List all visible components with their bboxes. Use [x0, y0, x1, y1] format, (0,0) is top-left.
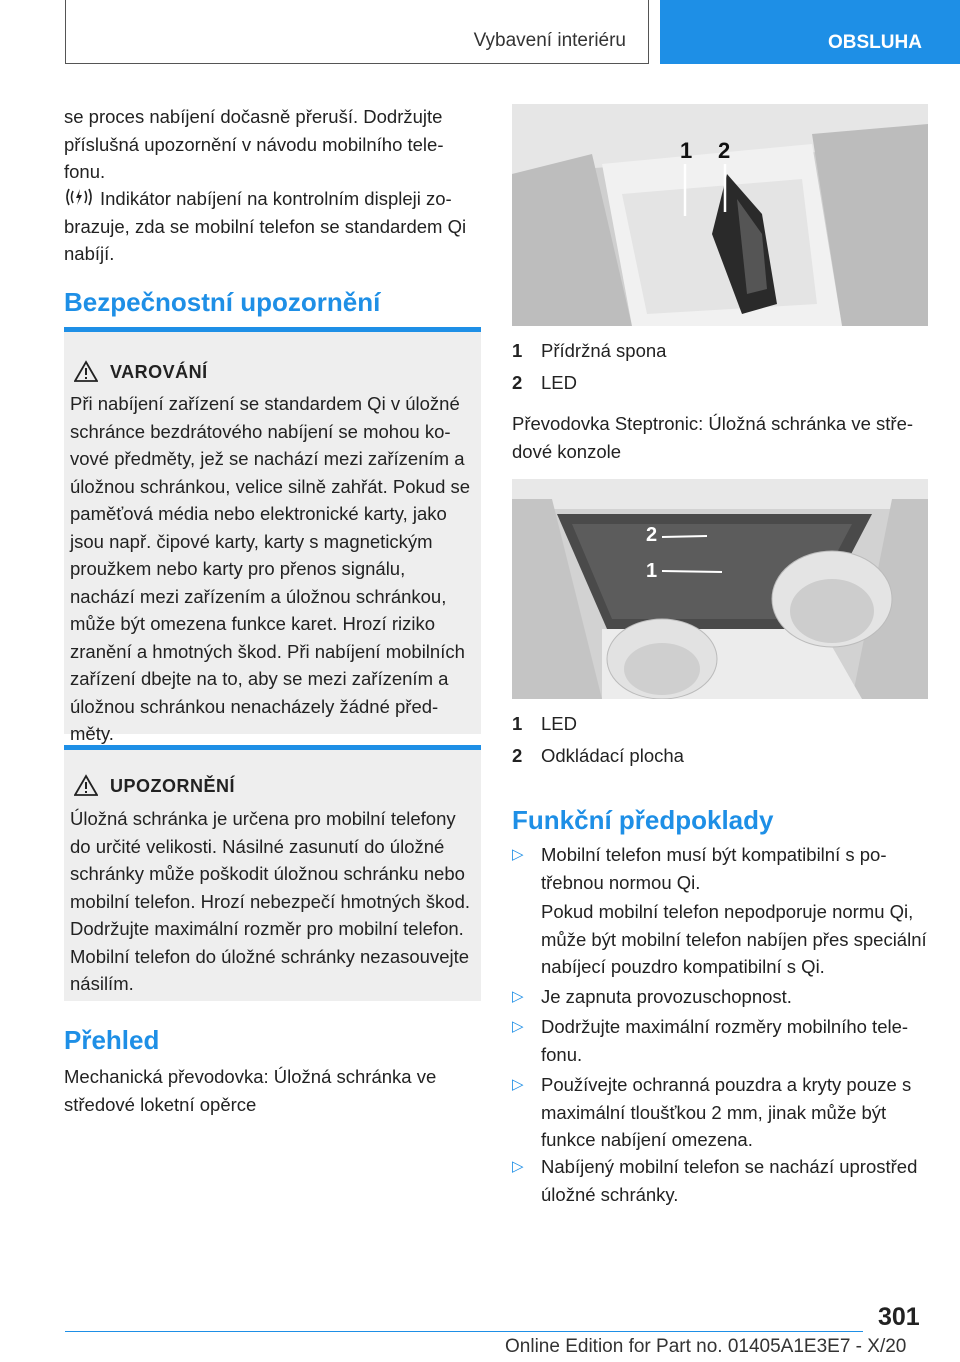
bullet-triangle-icon: ▷ — [512, 846, 524, 863]
intro-paragraph: se proces nabíjení dočasně přeruší. Dodržujte příslušná upozornění v návodu mobilního telefonu. — [64, 106, 444, 182]
page-number: 301 — [878, 1303, 920, 1331]
bullet-item: ▷ Dodržujte maximální rozměry mobilního telefonu. — [512, 1013, 932, 1069]
legend-2: 1 LED 2 Odkládací plocha — [512, 713, 684, 766]
notice-title: UPOZORNĚNÍ — [110, 776, 236, 796]
warning-triangle-icon — [74, 360, 98, 382]
requirements-heading: Funkční předpoklady — [512, 805, 774, 835]
image2-label-2: 2 — [646, 524, 658, 546]
bullet-item: ▷ Nabíjený mobilní telefon se nachází uprostřed úložné schránky. — [512, 1153, 932, 1209]
overview-paragraph: Mechanická převodovka: Úložná schránka ve středové loketní opěrce — [64, 1066, 437, 1115]
notice-triangle-icon — [74, 774, 98, 796]
legend-1: 1 Přídržná spona 2 LED — [512, 340, 667, 393]
bullet-item: ▷ Mobilní telefon musí být kompatibilní s potřebnou normou Qi. Pokud mobilní telefon nepodporuje normu Qi, může být mobilní telefon nabíjen přes speciální nabíjecí pouzdro kompatibilní s Qi. — [512, 841, 932, 956]
safety-heading: Bezpečnostní upozornění — [64, 287, 381, 317]
bullet-triangle-icon: ▷ — [512, 988, 524, 1005]
steptronic-paragraph: Převodovka Steptronic: Úložná schránka ve středové konzole — [512, 413, 914, 462]
armrest-storage-image — [512, 104, 928, 326]
edition-note: Online Edition for Part no. 01405A1E3E7 - X/20 — [505, 1336, 907, 1357]
bullet-item: ▷ Používejte ochranná pouzdra a kryty pouze s maximální tloušťkou 2 mm, jinak může být funkce nabíjení omezena. — [512, 1071, 932, 1155]
bullet-triangle-icon: ▷ — [512, 1076, 524, 1093]
bullet-triangle-icon: ▷ — [512, 1158, 524, 1175]
notice-box — [64, 745, 481, 1001]
indicator-paragraph: Indikátor nabíjení na kontrolním displeji zobrazuje, zda se mobilní telefon se standardem Qi nabíjí. — [64, 188, 467, 264]
bullet-triangle-icon: ▷ — [512, 1018, 524, 1035]
bullet-item: ▷ Je zapnuta provozuschopnost. — [512, 983, 932, 1011]
chapter-tab[interactable] — [660, 0, 960, 64]
image1-label-1: 1 — [680, 138, 693, 163]
overview-heading: Přehled — [64, 1025, 160, 1055]
footer-divider — [65, 1331, 863, 1332]
chapter-tab-label: OBSLUHA — [828, 32, 922, 53]
warning-box — [64, 327, 481, 744]
notice-text: Úložná schránka je určena pro mobilní telefony do určité velikosti. Násilné zasunutí do úložné schránky může poškodit úložnou schránku nebo mobilní telefon. Hrozí nebezpečí hmotných škod. Dodržujte maximální rozměr pro mobilní telefon. Mobilní telefon do úložné schránky nezasouvejte násilím. — [70, 808, 471, 994]
warning-title: VAROVÁNÍ — [110, 362, 208, 382]
header-box — [65, 0, 649, 64]
bullet-subtext: Pokud mobilní telefon nepodporuje normu Qi, může být mobilní telefon nabíjen přes speciální nabíjecí pouzdro kompatibilní s Qi. — [541, 901, 927, 977]
console-storage-image — [512, 479, 928, 699]
section-title: Vybavení interiéru — [473, 30, 626, 51]
image2-label-1: 1 — [646, 560, 658, 582]
warning-text: Při nabíjení zařízení se standardem Qi v úložné schránce bezdrátového nabíjení se mohou kovové předměty, jež se nachází mezi zařízením a úložnou schránkou, velice silně zahřát. Pokud se paměťová média nebo elektronické karty, jako jsou např. čipové karty, karty s magnetickým proužkem nebo karty pro přenos signálu, nachází mezi zařízením a úložnou schránkou, může být omezena funkce karet. Hrozí riziko zranění a hmotných škod. Při nabíjení mobilních zařízení dbejte na to, aby se mezi zařízením a úložnou schránkou nenacházely žádné předměty. — [70, 393, 471, 744]
image1-label-2: 2 — [718, 138, 731, 163]
